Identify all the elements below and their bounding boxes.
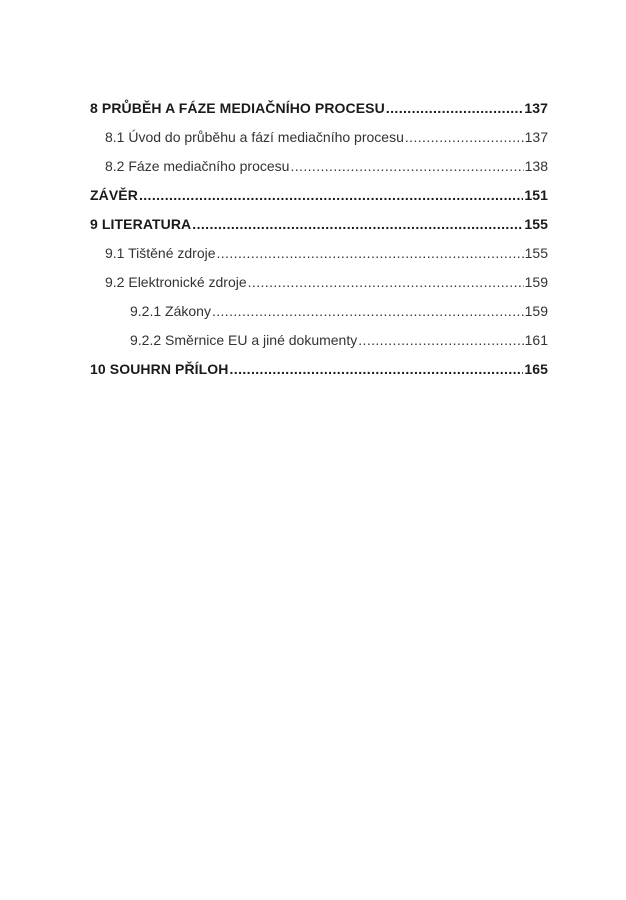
toc-dot-leader	[192, 210, 523, 239]
toc-entry-page: 159	[524, 303, 548, 319]
toc-entry-title: 9.2.2 Směrnice EU a jiné dokumenty	[130, 332, 358, 348]
toc-entry-title: 8 PRŮBĚH A FÁZE MEDIAČNÍHO PROCESU	[90, 100, 385, 116]
toc-entry-page: 155	[524, 216, 548, 232]
toc-dot-leader	[386, 94, 523, 123]
toc-entry-title: 9.2.1 Zákony	[130, 303, 211, 319]
toc-entry-title: 10 SOUHRN PŘÍLOH	[90, 361, 229, 377]
toc-entry-title: 9.2 Elektronické zdroje	[105, 274, 247, 290]
toc-entry-section-9-2-1[interactable]	[90, 297, 548, 326]
toc-entry-section-9-2-2[interactable]	[90, 326, 548, 355]
toc-entry-title: 8.1 Úvod do průběhu a fází mediačního procesu	[105, 129, 404, 145]
toc-entry-page: 165	[524, 361, 548, 377]
toc-entry-page: 137	[524, 100, 548, 116]
toc-entry-chapter-9[interactable]	[90, 210, 548, 239]
toc-dot-leader	[212, 297, 524, 326]
toc-entry-title: 9.1 Tištěné zdroje	[105, 245, 216, 261]
toc-entry-zaver[interactable]	[90, 181, 548, 210]
toc-entry-section-9-1[interactable]	[90, 239, 548, 268]
toc-entry-section-9-2[interactable]	[90, 268, 548, 297]
toc-entry-page: 138	[524, 158, 548, 174]
toc-dot-leader	[217, 239, 524, 268]
toc-entry-section-8-1[interactable]	[90, 123, 548, 152]
toc-dot-leader	[248, 268, 524, 297]
toc-entry-page: 137	[524, 129, 548, 145]
toc-dot-leader	[405, 123, 524, 152]
toc-dot-leader	[230, 355, 524, 384]
toc-entry-title: ZÁVĚR	[90, 187, 138, 203]
toc-entry-chapter-10[interactable]	[90, 355, 548, 384]
toc-dot-leader	[358, 326, 523, 355]
toc-dot-leader	[290, 152, 523, 181]
toc-entry-page: 159	[524, 274, 548, 290]
toc-entry-page: 161	[524, 332, 548, 348]
table-of-contents	[90, 94, 548, 384]
toc-entry-section-8-2[interactable]	[90, 152, 548, 181]
toc-entry-title: 9 LITERATURA	[90, 216, 192, 232]
toc-entry-page: 155	[524, 245, 548, 261]
toc-dot-leader	[139, 181, 523, 210]
toc-entry-page: 151	[524, 187, 548, 203]
toc-entry-title: 8.2 Fáze mediačního procesu	[105, 158, 290, 174]
toc-entry-chapter-8[interactable]	[90, 94, 548, 123]
